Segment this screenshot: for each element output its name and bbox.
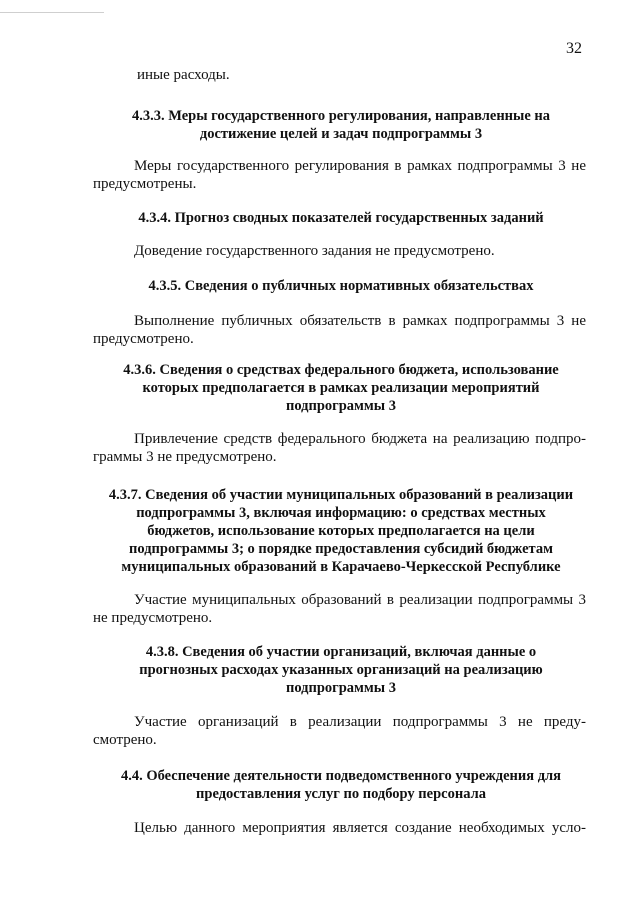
paragraph-4-3-3-line-2: предусмотрены.: [93, 176, 197, 192]
heading-4-3-6-line-1: 4.3.6. Сведения о средствах федерального бюджета, использование: [123, 362, 559, 378]
heading-4-3-8-line-2: прогнозных расходах указанных организаций на реализацию: [139, 662, 543, 678]
paragraph-4-3-8-line-2: смотрено.: [93, 732, 157, 748]
heading-4-3-7-line-4: подпрограммы 3; о порядке предоставления субсидий бюджетам: [129, 541, 553, 557]
heading-4-3-8-line-1: 4.3.8. Сведения об участии организаций, включая данные о: [145, 644, 537, 660]
paragraph-4-4-line-1: Целью данного мероприятия является создание необходимых усло-: [134, 820, 586, 836]
heading-4-3-7-line-1: 4.3.7. Сведения об участии муниципальных образований в реализации: [108, 487, 574, 503]
heading-4-3-7-line-2: подпрограммы 3, включая информацию: о средствах местных: [136, 505, 546, 521]
paragraph-4-3-8-line-1: Участие организаций в реализации подпрограммы 3 не преду-: [134, 714, 586, 730]
heading-4-3-4: 4.3.4. Прогноз сводных показателей государственных заданий: [138, 210, 544, 226]
paragraph-4-3-7-line-2: не предусмотрено.: [93, 610, 213, 626]
paragraph-4-3-5-line-1: Выполнение публичных обязательств в рамках подпрограммы 3 не: [134, 313, 586, 329]
heading-4-3-5: 4.3.5. Сведения о публичных нормативных обязательствах: [148, 278, 534, 294]
heading-4-3-8-line-3: подпрограммы 3: [285, 680, 397, 696]
heading-4-4-line-1: 4.4. Обеспечение деятельности подведомственного учреждения для: [120, 768, 562, 784]
heading-4-3-6-line-2: которых предполагается в рамках реализации мероприятий: [142, 380, 540, 396]
paragraph-4-3-7-line-1: Участие муниципальных образований в реализации подпрограммы 3: [134, 592, 586, 608]
heading-4-3-3-line-1: 4.3.3. Меры государственного регулирования, направленные на: [131, 108, 551, 124]
scan-corner-mark: [0, 0, 104, 13]
paragraph-4-3-3-line-1: Меры государственного регулирования в рамках подпрограммы 3 не: [134, 158, 586, 174]
heading-4-3-3-line-2: достижение целей и задач подпрограммы 3: [199, 126, 483, 142]
heading-4-3-6-line-3: подпрограммы 3: [285, 398, 397, 414]
heading-4-4-line-2: предоставления услуг по подбору персонала: [196, 786, 486, 802]
paragraph-4-3-6-line-1: Привлечение средств федерального бюджета на реализацию подпро-: [134, 431, 586, 447]
heading-4-3-7-line-3: бюджетов, использование которых предполагается на цели: [147, 523, 535, 539]
paragraph-4-3-6-line-2: граммы 3 не предусмотрено.: [93, 449, 277, 465]
page-number: 32: [566, 40, 582, 57]
paragraph-4-3-5-line-2: предусмотрено.: [93, 331, 194, 347]
heading-4-3-7-line-5: муниципальных образований в Карачаево-Черкесской Республике: [121, 559, 561, 575]
intro-line: иные расходы.: [137, 67, 230, 83]
paragraph-4-3-4: Доведение государственного задания не предусмотрено.: [134, 243, 495, 259]
